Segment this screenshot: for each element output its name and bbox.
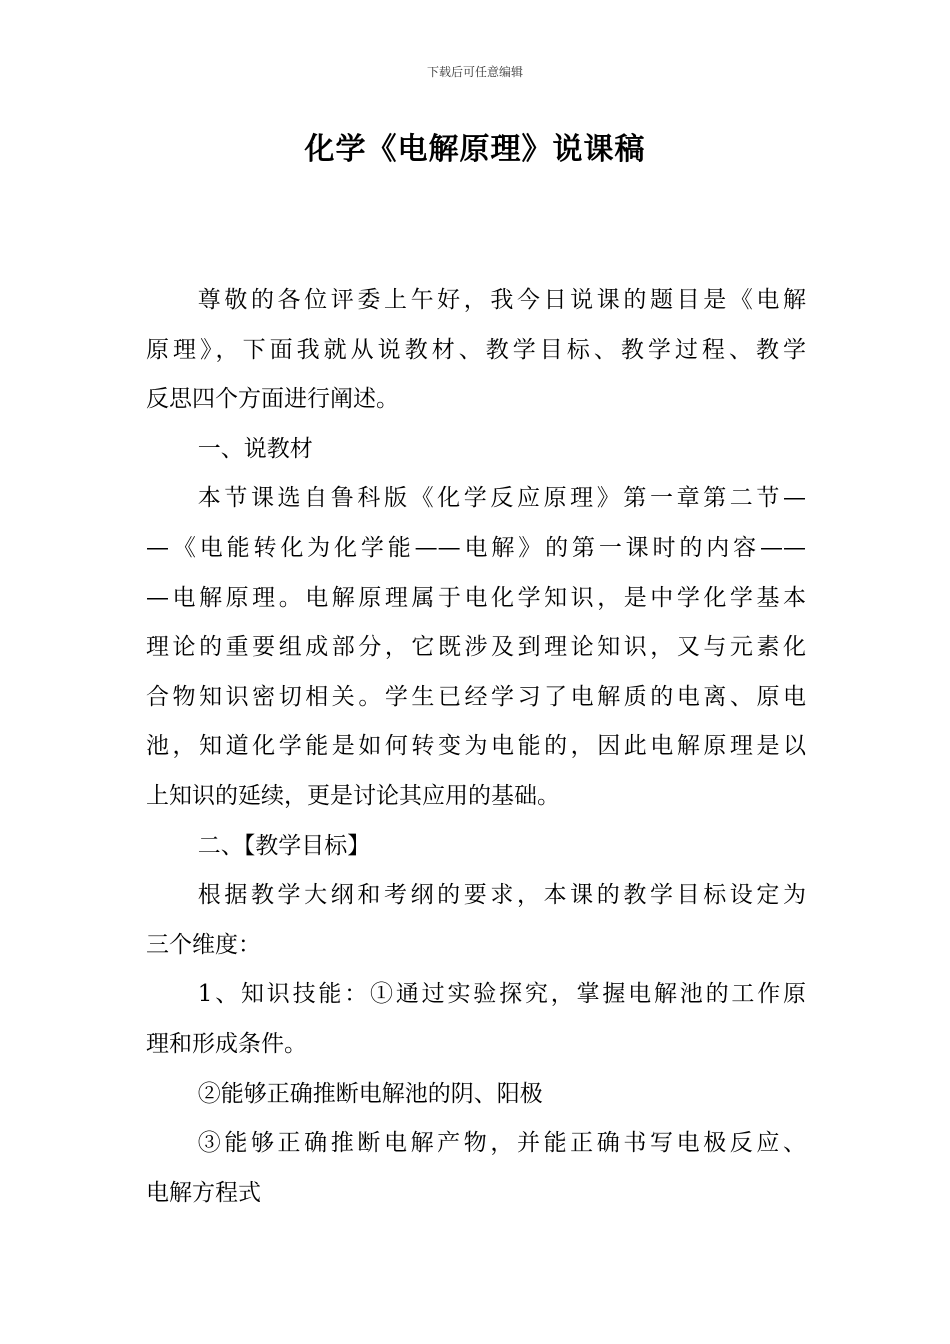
document-body xyxy=(146,276,806,1218)
text-line: 理和形成条件。 xyxy=(146,1030,307,1057)
text-line: 电解方程式 xyxy=(146,1179,261,1206)
text-line: 反思四个方面进行阐述。 xyxy=(146,386,399,413)
section-heading-textbook xyxy=(146,425,806,475)
text-line: 理论的重要组成部分，它既涉及到理论知识，又与元素化 xyxy=(146,634,806,661)
paragraph-textbook xyxy=(146,474,806,821)
text-line: 二、【教学目标】 xyxy=(197,832,371,859)
text-line: 原理》，下面我就从说教材、教学目标、教学过程、教学 xyxy=(146,336,806,363)
text-line: 尊敬的各位评委上午好，我今日说课的题目是《电解 xyxy=(197,287,806,313)
text-line: 1、知识技能：①通过实验探究，掌握电解池的工作原 xyxy=(197,981,806,1008)
text-line: 上知识的延续，更是讨论其应用的基础。 xyxy=(146,782,560,809)
paragraph-electrodes xyxy=(146,1070,806,1120)
text-line: 池，知道化学能是如何转变为电能的，因此电解原理是以 xyxy=(146,733,806,760)
text-line: 合物知识密切相关。学生已经学习了电解质的电离、原电 xyxy=(146,683,806,710)
text-line: ②能够正确推断电解池的阴、阳极 xyxy=(197,1080,543,1107)
text-line: 本节课选自鲁科版《化学反应原理》第一章第二节— xyxy=(197,485,806,512)
text-line: —《电能转化为化学能——电解》的第一课时的内容—— xyxy=(146,534,806,561)
text-line: 三个维度： xyxy=(146,931,261,958)
paragraph-knowledge-skills xyxy=(146,970,806,1069)
header-note: 下载后可任意编辑 xyxy=(426,65,523,79)
section-heading-objectives xyxy=(146,822,806,872)
paragraph-intro xyxy=(146,276,806,425)
document-title: 化学《电解原理》说课稿 xyxy=(304,132,646,167)
text-line: 根据教学大纲和考纲的要求，本课的教学目标设定为 xyxy=(197,882,806,909)
paragraph-objectives xyxy=(146,871,806,970)
text-line: —电解原理。电解原理属于电化学知识，是中学化学基本 xyxy=(146,584,806,611)
paragraph-products xyxy=(146,1119,806,1218)
text-line: ③能够正确推断电解产物，并能正确书写电极反应、 xyxy=(197,1130,806,1157)
text-line: 一、说教材 xyxy=(197,435,313,462)
